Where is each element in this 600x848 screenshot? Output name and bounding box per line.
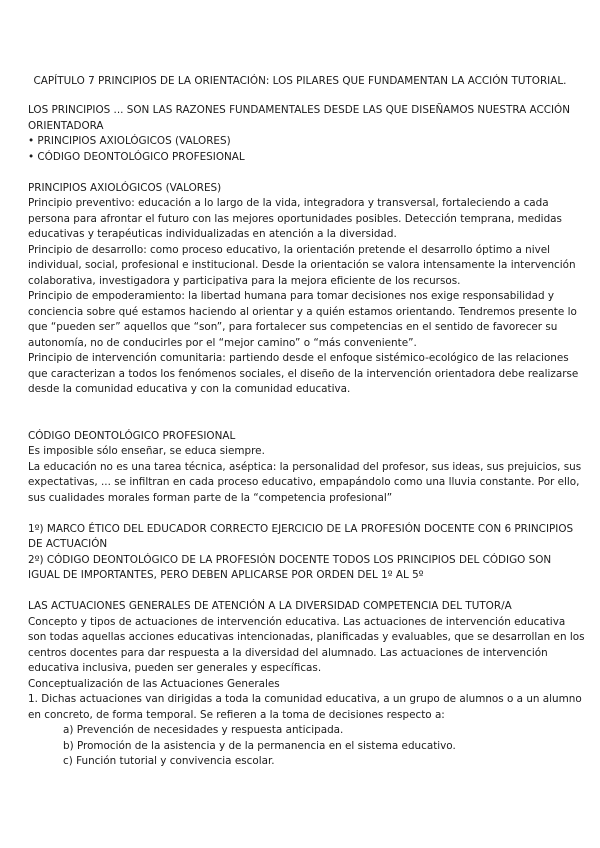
framework-item: 2º) CÓDIGO DEONTOLÓGICO DE LA PROFESIÓN DOCENTE TODOS LOS PRINCIPIOS DEL CÓDIGO SON IGUAL DE IMPORTANTES, PERO DEBEN APLICARSE POR ORDEN DEL 1º AL 5º xyxy=(28,553,552,581)
axiological-heading: PRINCIPIOS AXIOLÓGICOS (VALORES) xyxy=(28,181,222,194)
deontological-paragraph: Es imposible sólo enseñar, se educa siempre. xyxy=(28,445,265,457)
chapter-title: CAPÍTULO 7 PRINCIPIOS DE LA ORIENTACIÓN: LOS PILARES QUE FUNDAMENTAN LA ACCIÓN TUTORIAL. xyxy=(33,75,567,87)
intro-line: LOS PRINCIPIOS ... SON LAS RAZONES FUNDAMENTALES DESDE LAS QUE DISEÑAMOS NUESTRA ACCIÓN ORIENTADORA xyxy=(28,104,570,132)
diversity-subheading: Conceptualización de las Actuaciones Generales xyxy=(28,677,280,690)
intro-bullet: • PRINCIPIOS AXIOLÓGICOS (VALORES) xyxy=(28,135,231,147)
deontological-heading: CÓDIGO DEONTOLÓGICO PROFESIONAL xyxy=(28,429,236,442)
principle-paragraph: Principio de intervención comunitaria: partiendo desde el enfoque sistémico-ecológico de las relaciones que caracterizan a todos los fenómenos sociales, el diseño de la intervención orientadora debe realizarse desde la comunidad educativa y con la comunidad educativa. xyxy=(28,352,579,395)
document-body xyxy=(28,103,586,770)
intro-bullet: • CÓDIGO DEONTOLÓGICO PROFESIONAL xyxy=(28,150,245,163)
diversity-heading: LAS ACTUACIONES GENERALES DE ATENCIÓN A LA DIVERSIDAD COMPETENCIA DEL TUTOR/A xyxy=(28,600,512,612)
list-item: b) Promoción de la asistencia y de la permanencia en el sistema educativo. xyxy=(63,739,456,752)
diversity-paragraph: Concepto y tipos de actuaciones de intervención educativa. Las actuaciones de intervención educativa son todas aquellas acciones educativas intencionadas, planificadas y evaluables, que se desarrollan en los centros docentes para dar respuesta a la diversidad del alumnado. Las actuaciones de intervención educativa inclusiva, pueden ser generales y específicas. xyxy=(28,615,585,674)
principle-paragraph: Principio de empoderamiento: la libertad humana para tomar decisiones nos exige responsabilidad y conciencia sobre qué estamos haciendo al orientar y a quién estamos orientando. Tendremos presente lo que “pueden ser” aquellos que “son”, para fortalecer sus competencias en el sentido de favorecer su autonomía, no de conducirles por el “mejor camino” o “más conveniente”. xyxy=(28,290,577,349)
list-item: a) Prevención de necesidades y respuesta anticipada. xyxy=(63,724,344,736)
framework-item: 1º) MARCO ÉTICO DEL EDUCADOR CORRECTO EJERCICIO DE LA PROFESIÓN DOCENTE CON 6 PRINCIPIOS DE ACTUACIÓN xyxy=(28,522,574,550)
list-item: c) Función tutorial y convivencia escolar. xyxy=(63,755,275,767)
deontological-paragraph: La educación no es una tarea técnica, aséptica: la personalidad del profesor, sus ideas, sus prejuicios, sus expectativas, ... se infiltran en cada proceso educativo, empapándolo como una lluvia constante. Por ello, sus cualidades morales forman parte de la “competencia profesional” xyxy=(28,460,582,504)
principle-paragraph: Principio preventivo: educación a lo largo de la vida, integradora y transversal, fortaleciendo a cada persona para afrontar el futuro con las mejores oportunidades posibles. Detección temprana, medidas educativas y terapéuticas individualizadas en atención a la diversidad. xyxy=(28,197,562,240)
diversity-paragraph: 1. Dichas actuaciones van dirigidas a toda la comunidad educativa, a un grupo de alumnos o a un alumno en concreto, de forma temporal. Se refieren a la toma de decisiones respecto a: xyxy=(28,693,582,721)
principle-paragraph: Principio de desarrollo: como proceso educativo, la orientación pretende el desarrollo óptimo a nivel individual, social, profesional e institucional. Desde la orientación se valora intensamente la intervención colaborativa, investigadora y participativa para la mejora eficiente de los recursos. xyxy=(28,243,576,287)
